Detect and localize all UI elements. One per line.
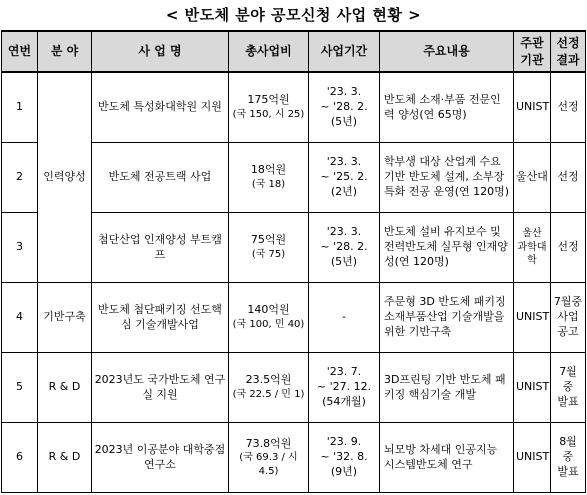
cell-result: 7월 중 발표 bbox=[551, 353, 586, 423]
cell-no: 5 bbox=[2, 353, 38, 423]
cell-org: 울산 과학대학 bbox=[514, 213, 551, 283]
cell-no: 2 bbox=[2, 143, 38, 213]
cost-detail: (국 150, 시 25) bbox=[232, 109, 305, 121]
table-row bbox=[2, 283, 586, 353]
cell-no: 3 bbox=[2, 213, 38, 283]
table-row bbox=[2, 423, 586, 493]
cell-period: '23. 9. ~ '32. 8. (9년) bbox=[309, 423, 380, 493]
cost-detail: (국 22.5 / 민 1) bbox=[232, 389, 305, 401]
cell-cost bbox=[229, 72, 309, 143]
cell-name: 2023년도 국가반도체 연구실 지원 bbox=[92, 353, 229, 423]
project-table bbox=[1, 30, 586, 493]
cell-result: 선정 bbox=[551, 143, 586, 213]
cell-org: UNIST bbox=[514, 353, 551, 423]
cell-no: 6 bbox=[2, 423, 38, 493]
table-row bbox=[2, 353, 586, 423]
header-content: 주요내용 bbox=[380, 31, 514, 72]
cell-no: 4 bbox=[2, 283, 38, 353]
cell-name: 반도체 첨단패키징 선도핵심 기술개발사업 bbox=[92, 283, 229, 353]
cell-content: 주문형 3D 반도체 패키징 소재부품산업 기술개발을 위한 기반구축 bbox=[380, 283, 514, 353]
cell-name: 반도체 전공트랙 사업 bbox=[92, 143, 229, 213]
cost-value: 23.5억원 bbox=[245, 373, 292, 387]
cell-period: '23. 3. ~ '28. 2. (5년) bbox=[309, 72, 380, 143]
cell-cost bbox=[229, 213, 309, 283]
header-field: 분 야 bbox=[38, 31, 92, 72]
cell-name: 반도체 특성화대학원 지원 bbox=[92, 72, 229, 143]
cell-period: '23. 3. ~ '25. 2. (2년) bbox=[309, 143, 380, 213]
header-cost: 총사업비 bbox=[229, 31, 309, 72]
cell-org: UNIST bbox=[514, 283, 551, 353]
cell-content: 3D프린팅 기반 반도체 패키징 핵심기술 개발 bbox=[380, 353, 514, 423]
cell-result: 선정 bbox=[551, 213, 586, 283]
cost-detail: (국 100, 민 40) bbox=[232, 319, 305, 331]
cell-org: 울산대 bbox=[514, 143, 551, 213]
cell-period: '23. 7. ~ '27. 12. (54개월) bbox=[309, 353, 380, 423]
cost-value: 140억원 bbox=[247, 303, 290, 317]
cost-detail: (국 75) bbox=[251, 249, 286, 261]
header-row bbox=[2, 31, 586, 72]
cost-value: 175억원 bbox=[247, 93, 290, 107]
cell-field: 기반구축 bbox=[38, 283, 92, 353]
table-row bbox=[2, 72, 586, 143]
cell-cost bbox=[229, 283, 309, 353]
cell-content: 반도체 설비 유지보수 및 전력반도체 실무형 인재양성(연 120명) bbox=[380, 213, 514, 283]
cell-content: 뇌모방 차세대 인공지능 시스템반도체 연구 bbox=[380, 423, 514, 493]
cell-field: R & D bbox=[38, 423, 92, 493]
cost-value: 18억원 bbox=[250, 163, 287, 177]
cell-content: 학부생 대상 산업계 수요 기반 반도체 설계, 소부장 특화 전공 운영(연 120명) bbox=[380, 143, 514, 213]
cell-period: - bbox=[309, 283, 380, 353]
cell-result: 선정 bbox=[551, 72, 586, 143]
cell-org: UNIST bbox=[514, 423, 551, 493]
cost-detail: (국 18) bbox=[251, 179, 286, 191]
header-name: 사 업 명 bbox=[92, 31, 229, 72]
cell-field: R & D bbox=[38, 353, 92, 423]
cell-field: 인력양성 bbox=[38, 72, 92, 283]
cell-no: 1 bbox=[2, 72, 38, 143]
cell-name: 첨단산업 인재양성 부트캠프 bbox=[92, 213, 229, 283]
cell-period: '23. 3. ~ '28. 2. (5년) bbox=[309, 213, 380, 283]
cell-org: UNIST bbox=[514, 72, 551, 143]
cell-name: 2023년 이공분야 대학중점연구소 bbox=[92, 423, 229, 493]
cell-cost bbox=[229, 143, 309, 213]
cell-cost bbox=[229, 353, 309, 423]
header-org: 주관 기관 bbox=[514, 31, 551, 72]
cell-cost bbox=[229, 423, 309, 493]
cost-value: 75억원 bbox=[250, 233, 287, 247]
header-result: 선정 결과 bbox=[551, 31, 586, 72]
cost-value: 73.8억원 bbox=[245, 436, 292, 450]
cell-result: 7월중 사업공고 bbox=[551, 283, 586, 353]
header-period: 사업기간 bbox=[309, 31, 380, 72]
header-no: 연번 bbox=[2, 31, 38, 72]
page-title: < 반도체 분야 공모신청 사업 현황 > bbox=[165, 6, 422, 24]
cell-content: 반도체 소재·부품 전문인력 양성(연 65명) bbox=[380, 72, 514, 143]
cell-result: 8월 중 발표 bbox=[551, 423, 586, 493]
cost-detail: (국 69.3 / 시 4.5) bbox=[239, 452, 298, 477]
